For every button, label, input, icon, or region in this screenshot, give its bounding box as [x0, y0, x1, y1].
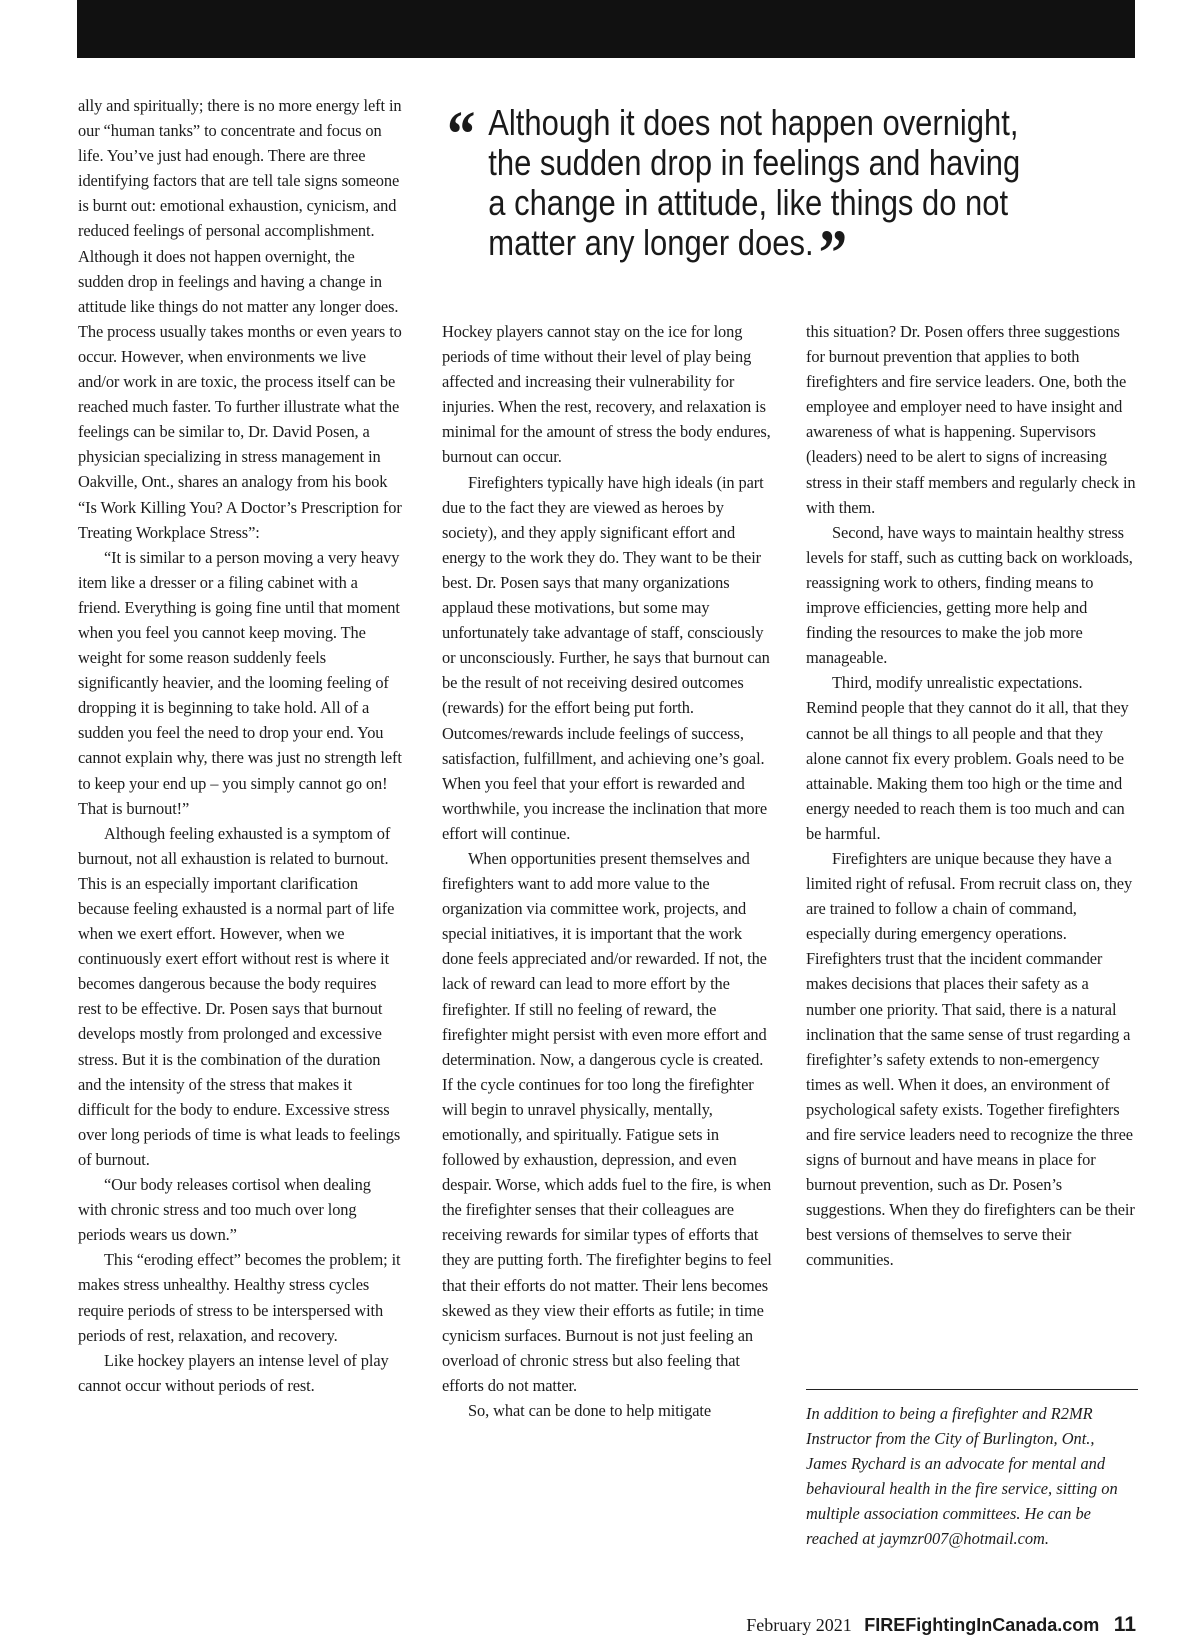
- open-quote-mark: “: [447, 98, 476, 171]
- publication-site: FIREFightingInCanada.com: [864, 1615, 1100, 1635]
- bio-divider: [806, 1389, 1138, 1390]
- paragraph: Like hockey players an intense level of play cannot occur without periods of rest.: [78, 1350, 389, 1395]
- pull-quote: [447, 98, 1040, 290]
- paragraph: When opportunities present themselves and firefighters want to add more value to the organization via committee work, projects, and special initiatives, it is important that the work done feels appreciated and/or rewarded. If not, the lack of reward can lead to more effort by the firefighter. If still no feeling of reward, the firefighter might persist with even more effort and determination. Now, a dangerous cycle is created. If the cycle continues for too long the firefighter will begin to unravel physically, mentally, emotionally, and spiritually. Fatigue sets in followed by exhaustion, depression, and even despair. Worse, which adds fuel to the fire, is when the firefighter senses that their colleagues are receiving rewards for similar types of efforts that they are putting forth. The firefighter begins to feel that their efforts do not matter. Their lens becomes skewed as they view their efforts as futile; in time cynicism surfaces. Burnout is not just feeling an overload of chronic stress but also feeling that efforts do not matter.: [442, 848, 772, 1395]
- paragraph: “Our body releases cortisol when dealing with chronic stress and too much over long periods wears us down.”: [78, 1175, 371, 1245]
- paragraph: Although feeling exhausted is a symptom of burnout, not all exhaustion is related to burnout. This is an especially important clarification because feeling exhausted is a normal part of life when we exert effort. However, when we continuously exert effort without rest is where it becomes dangerous because the body requires rest to be effective. Dr. Posen says that burnout develops mostly from prolonged and excessive stress. But it is the combination of the duration and the intensity of the stress that makes it difficult for the body to endure. Excessive stress over long periods of time is what leads to feelings of burnout.: [78, 823, 401, 1169]
- top-banner-bar: [77, 0, 1135, 58]
- paragraph: So, what can be done to help mitigate: [468, 1401, 712, 1421]
- paragraph: Second, have ways to maintain healthy stress levels for staff, such as cutting back on workloads, reassigning work to others, finding means to improve efficiencies, getting more help and finding the resources to make the job more manageable.: [806, 522, 1133, 668]
- paragraph: this situation? Dr. Posen offers three suggestions for burnout prevention that applies to both firefighters and fire service leaders. One, both the employee and employer need to have insight and awareness of what is happening. Supervisors (leaders) need to be alert to signs of increasing stress in their staff members and regularly check in with them.: [806, 322, 1136, 517]
- page-footer: [746, 1613, 1136, 1637]
- paragraph: This “eroding effect” becomes the problem; it makes stress unhealthy. Healthy stress cycles require periods of stress to be interspersed with periods of rest, relaxation, and recovery.: [78, 1250, 401, 1345]
- close-quote-mark: ”: [818, 217, 848, 290]
- paragraph: ally and spiritually; there is no more energy left in our “human tanks” to concentrate and focus on life. You’ve just had enough. There are three identifying factors that are tell tale signs someone is burnt out: emotional exhaustion, cynicism, and reduced feelings of personal accomplishment. Although it does not happen overnight, the sudden drop in feelings and having a change in attitude like things do not matter any longer does. The process usually takes months or even years to occur. However, when environments we live and/or work in are toxic, the process itself can be reached much faster. To further illustrate what the feelings can be similar to, Dr. David Posen, a physician specializing in stress management in Oakville, Ont., shares an analogy from his book “Is Work Killing You? A Doctor’s Prescription for Treating Workplace Stress”:: [78, 96, 402, 542]
- author-bio: In addition to being a firefighter and R2MR Instructor from the City of Burlington, Ont., James Rychard is an advocate for mental and behavioural health in the fire service, sitting on multiple association committees. He can be reached at jaymzr007@hotmail.com.: [806, 1404, 1118, 1549]
- page-number: 11: [1113, 1613, 1136, 1636]
- paragraph: Third, modify unrealistic expectations. Remind people that they cannot do it all, that they cannot be all things to all people and that they alone cannot fix every problem. Goals need to be attainable. Making them too high or the time and energy needed to reach them is too much and can be harmful.: [806, 673, 1129, 843]
- article-column-2: [442, 319, 772, 1423]
- article-column-3: [806, 319, 1136, 1273]
- pull-quote-text: Although it does not happen overnight, the sudden drop in feelings and having a change in attitude, like things do not matter any longer does.: [488, 102, 1021, 263]
- paragraph: “It is similar to a person moving a very heavy item like a dresser or a filing cabinet with a friend. Everything is going fine until that moment when you feel you cannot keep moving. The weight for some reason suddenly feels significantly heavier, and the looming feeling of dropping it is beginning to take hold. All of a sudden you feel the need to drop your end. You cannot explain why, there was just no strength left to keep your end up – you simply cannot go on! That is burnout!”: [78, 547, 402, 818]
- paragraph: Hockey players cannot stay on the ice for long periods of time without their level of play being affected and increasing their vulnerability for injuries. When the rest, recovery, and relaxation is minimal for the amount of stress the body endures, burnout can occur.: [442, 322, 771, 467]
- paragraph: Firefighters typically have high ideals (in part due to the fact they are viewed as heroes by society), and they apply significant effort and energy to the work they do. They want to be their best. Dr. Posen says that many organizations applaud these motivations, but some may unfortunately take advantage of staff, consciously or unconsciously. Further, he says that burnout can be the result of not receiving desired outcomes (rewards) for the effort being put forth. Outcomes/rewards include feelings of success, satisfaction, fulfillment, and achieving one’s goal. When you feel that your effort is rewarded and worthwhile, you increase the inclination that more effort will continue.: [442, 472, 770, 843]
- paragraph: Firefighters are unique because they have a limited right of refusal. From recruit class on, they are trained to follow a chain of command, especially during emergency operations. Firefighters trust that the incident commander makes decisions that places their safety as a number one priority. That said, there is a natural inclination that the same sense of trust regarding a firefighter’s safety extends to non-emergency times as well. When it does, an environment of psychological safety exists. Together firefighters and fire service leaders need to recognize the three signs of burnout and have means in place for burnout prevention, such as Dr. Posen’s suggestions. When they do firefighters can be their best versions of themselves to serve their communities.: [806, 848, 1135, 1270]
- article-column-1: [78, 93, 403, 1398]
- issue-date: February 2021: [746, 1615, 852, 1635]
